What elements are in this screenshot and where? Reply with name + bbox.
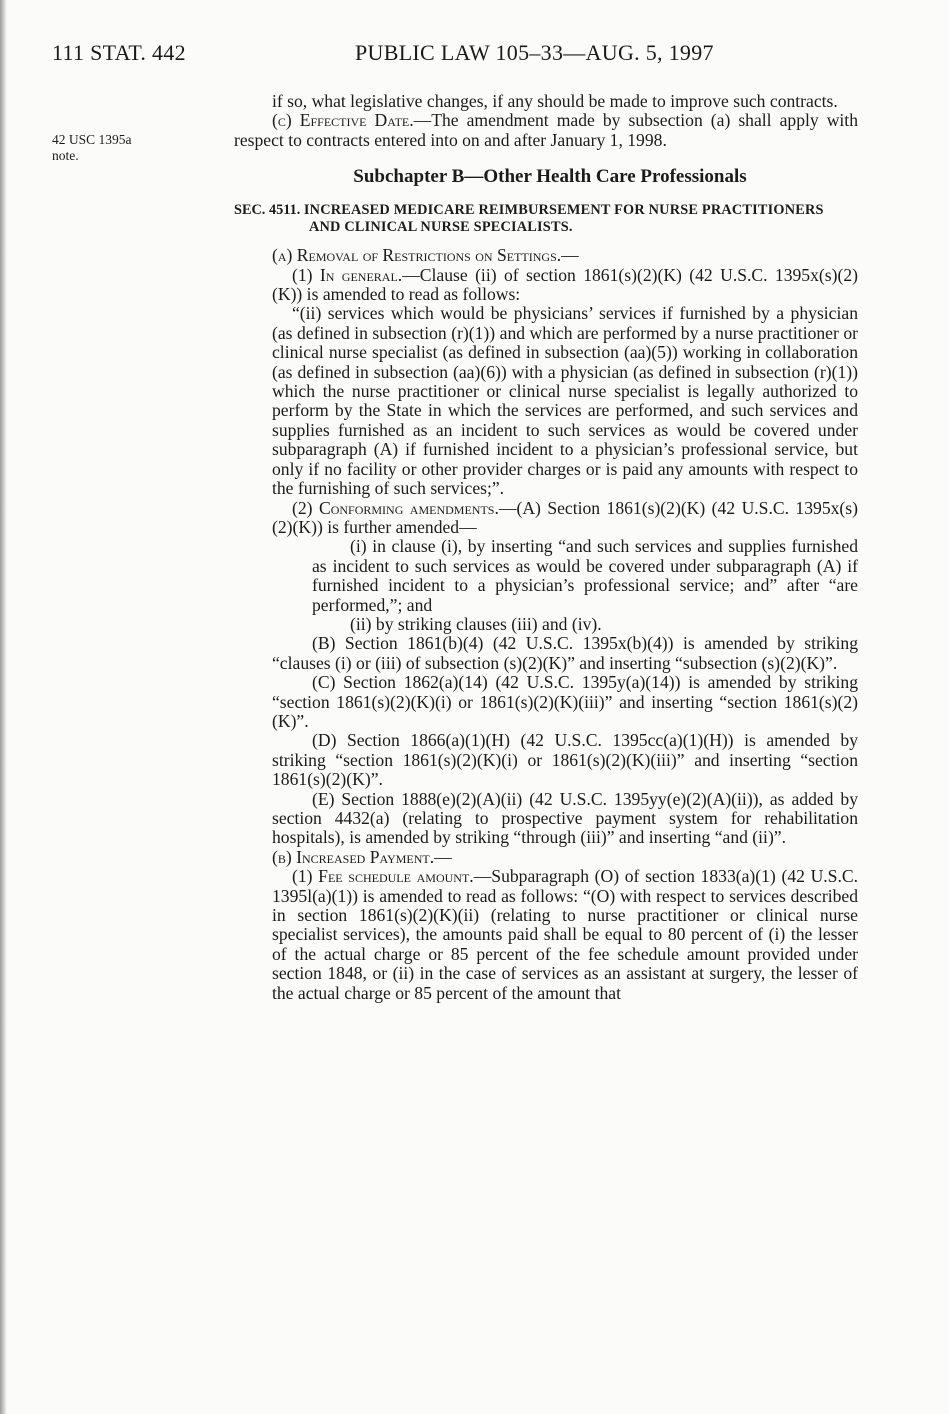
a1-text: —Clause (ii) of section 1861(s)(2)(K) (42 U.S.C. 1395x(s)(2)(K)) is amended to read as follows: xyxy=(272,264,858,305)
subsection-b-dash: — xyxy=(434,846,452,867)
subparagraph-c: (C) Section 1862(a)(14) (42 U.S.C. 1395y(a)(14)) is amended by striking “section 1861(s)(2)(K)(i) or 1861(s)(2)(K)(iii)” and inserting “section 1861(s)(2)(K)”. xyxy=(272,672,858,731)
section-number: SEC. 4511. xyxy=(234,202,301,219)
section-title: INCREASED MEDICARE REIMBURSEMENT FOR NURSE PRACTITIONERS AND CLINICAL NURSE SPECIALISTS. xyxy=(303,202,824,236)
margin-note-citation: 42 USC 1395a xyxy=(52,132,132,147)
a2-text: —(A) Section 1861(s)(2)(K) (42 U.S.C. 1395x(s)(2)(K)) is further amended— xyxy=(272,497,858,537)
subchapter-heading: Subchapter B—Other Health Care Professionals xyxy=(353,166,747,188)
subsection-b-label: (b) Increased Payment. xyxy=(272,846,435,867)
margin-note-suffix: note. xyxy=(52,148,79,163)
folio: 111 STAT. 442 xyxy=(52,40,186,65)
subparagraph-d: (D) Section 1866(a)(1)(H) (42 U.S.C. 1395cc(a)(1)(H)) is amended by striking “section 1861(s)(2)(K)(i) or 1861(s)(2)(K)(iii)” and inserting “section 1861(s)(2)(K)”. xyxy=(272,730,858,790)
subparagraph-b: (B) Section 1861(b)(4) (42 U.S.C. 1395x(b)(4)) is amended by striking “clauses (i) or (iii) of subsection (s)(2)(K)” and inserting “subsection (s)(2)(K)”. xyxy=(272,633,858,673)
section-heading xyxy=(234,202,858,236)
effective-date-label: (c) Effective Date. xyxy=(272,110,414,131)
subsection-a-heading xyxy=(272,246,858,265)
subsection-b-heading xyxy=(272,848,858,867)
subsection-a-dash: — xyxy=(561,245,579,266)
subparagraph-e: (E) Section 1888(e)(2)(A)(ii) (42 U.S.C. 1395yy(e)(2)(A)(ii)), as added by section 4432(a) (relating to prospective payment system for rehabilitation hospitals), is amended by striking “through (iii)” and inserting “and (ii)”. xyxy=(272,788,858,848)
a1-label: (1) In general. xyxy=(292,264,403,285)
paragraph-a2 xyxy=(272,499,858,538)
running-head: PUBLIC LAW 105–33—AUG. 5, 1997 xyxy=(355,40,714,65)
subsection-a-label: (a) Removal of Restrictions on Settings. xyxy=(272,245,562,266)
clause-ii: (ii) by striking clauses (iii) and (iv). xyxy=(350,613,602,634)
b1-text: —Subparagraph (O) of section 1833(a)(1) (42 U.S.C. 1395l(a)(1)) is amended to read as follows: “(O) with respect to services described in section 1861(s)(2)(K)(ii) (relating to nurse practitioner or clinical nurse specialist services), the amounts paid shall be equal to 80 percent of (i) the lesser of the actual charge or 85 percent of the fee schedule amount provided under section 1848, or (ii) in the case of services as an assistant at surgery, the lesser of the actual charge or 85 percent of the amount that xyxy=(272,866,858,1003)
quoted-clause-ii: “(ii) services which would be physicians’ services if furnished by a physician (as defined in subsection (r)(1)) and which are performed by a nurse practitioner or clinical nurse specialist (as defined in subsection (aa)(5)) working in collaboration (as defined in subsection (aa)(6)) with a physician (as defined in subsection (r)(1)) which the nurse practitioner or clinical nurse specialist is legally authorized to perform by the State in which the services are performed, and such services and supplies furnished as an incident to such services as would be covered under subparagraph (A) if furnished incident to a physician’s professional service, but only if no facility or other provider charges or is paid any amounts with respect to the furnishing of such services;”. xyxy=(272,303,858,499)
body-text xyxy=(234,91,858,1003)
effective-date-text: —The amendment made by subsection (a) shall apply with respect to contracts entered into on and after January 1, 1998. xyxy=(234,110,858,150)
clause-i: (i) in clause (i), by inserting “and such services and supplies furnished as incident to such services as would be covered under subparagraph (A) if furnished incident to a physician’s professional service; and” after “are performed,”; and xyxy=(312,536,858,615)
paragraph-a1 xyxy=(272,266,858,305)
paragraph-b1 xyxy=(272,867,858,1003)
paragraph-contracts: if so, what legislative changes, if any should be made to improve such contracts. xyxy=(272,91,838,111)
a2-label: (2) Conforming amendments. xyxy=(292,497,499,518)
page-edge-shadow xyxy=(0,0,7,1414)
page-header xyxy=(0,40,949,72)
b1-label: (1) Fee schedule amount. xyxy=(292,866,474,887)
paragraph-effective-date xyxy=(234,111,858,150)
margin-note xyxy=(52,132,162,164)
